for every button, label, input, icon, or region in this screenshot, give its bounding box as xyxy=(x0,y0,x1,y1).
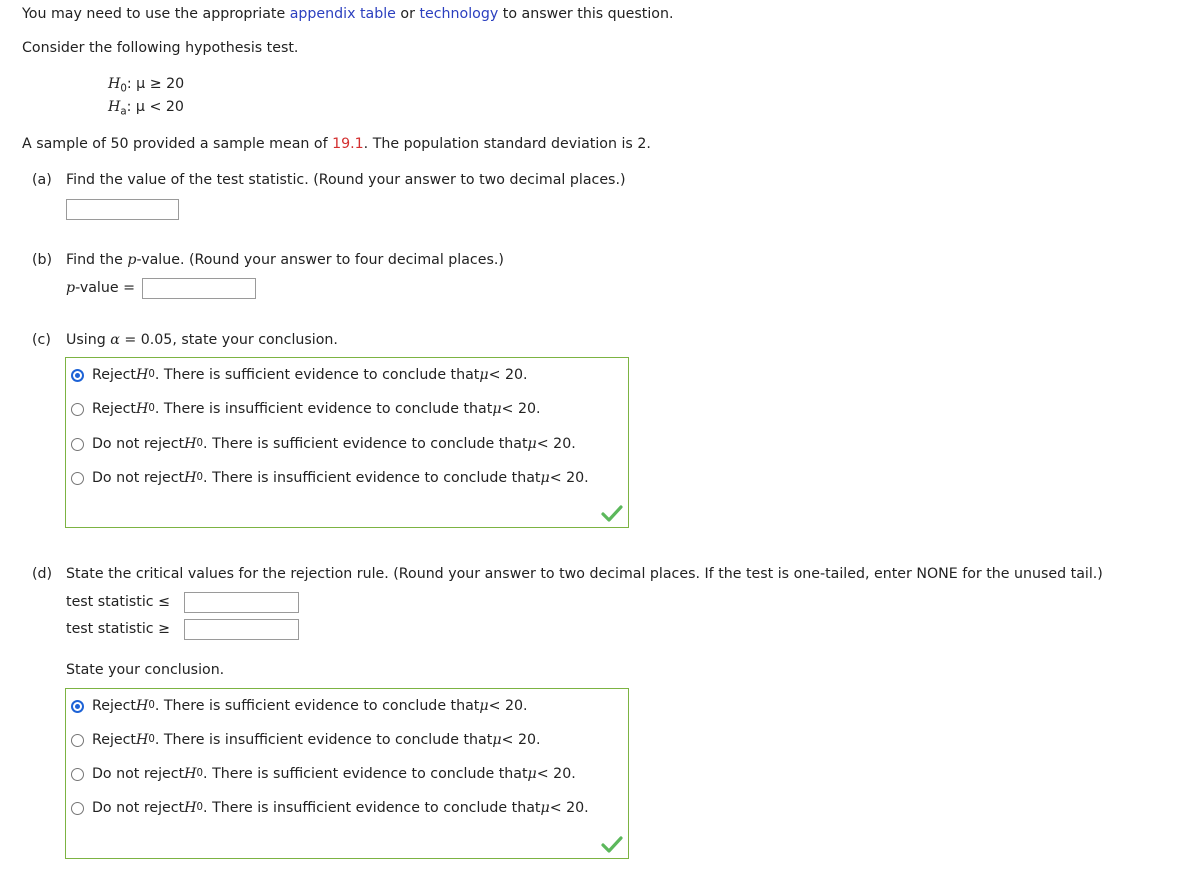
critical-value-lower-label: test statistic ≤ xyxy=(66,594,171,610)
radio-selected[interactable] xyxy=(71,369,84,382)
part-a-question: Find the value of the test statistic. (Round your answer to two decimal places.) xyxy=(66,172,626,188)
radio-unselected[interactable] xyxy=(71,768,84,781)
radio-unselected[interactable] xyxy=(71,403,84,416)
part-d-option-1[interactable]: Reject H 0 . There is sufficient evidence to conclude that μ < 20. xyxy=(71,698,528,714)
sample-mean-value: 19.1 xyxy=(332,136,364,152)
part-c-option-1[interactable]: Reject H 0 . There is sufficient evidence to conclude that μ < 20. xyxy=(71,367,528,383)
part-c-option-2[interactable]: Reject H 0 . There is insufficient evidence to conclude that μ < 20. xyxy=(71,401,541,417)
part-d-option-4[interactable]: Do not reject H 0 . There is insufficient evidence to conclude that μ < 20. xyxy=(71,800,589,816)
radio-unselected[interactable] xyxy=(71,438,84,451)
radio-unselected[interactable] xyxy=(71,734,84,747)
part-d-label: (d) xyxy=(32,566,53,582)
part-d-option-2[interactable]: Reject H 0 . There is insufficient evidence to conclude that μ < 20. xyxy=(71,732,541,748)
part-d-question: State the critical values for the rejection rule. (Round your answer to two decimal places. If the test is one-tailed, enter NONE for the unused tail.) xyxy=(66,566,1103,582)
part-b-question: Find the p-value. (Round your answer to four decimal places.) xyxy=(66,252,504,268)
p-value-label: p-value = xyxy=(66,280,135,296)
sample-statement: A sample of 50 provided a sample mean of 19.1. The population standard deviation is 2. xyxy=(22,136,651,152)
state-conclusion-text: State your conclusion. xyxy=(66,662,225,678)
p-value-input[interactable] xyxy=(142,278,256,299)
critical-value-upper-label: test statistic ≥ xyxy=(66,621,171,637)
alternative-hypothesis: $H_a$: μ < 20 xyxy=(108,99,184,118)
part-c-label: (c) xyxy=(32,332,51,348)
critical-value-lower-input[interactable] xyxy=(184,592,299,613)
part-c-answer-box xyxy=(65,357,629,528)
technology-link[interactable]: technology xyxy=(419,6,499,22)
part-c-option-4[interactable]: Do not reject H 0 . There is insufficient evidence to conclude that μ < 20. xyxy=(71,470,589,486)
appendix-table-link[interactable]: appendix table xyxy=(289,6,396,22)
part-c-question: Using α = 0.05, state your conclusion. xyxy=(66,332,338,348)
radio-unselected[interactable] xyxy=(71,802,84,815)
test-statistic-input[interactable] xyxy=(66,199,179,220)
check-icon xyxy=(601,504,623,522)
part-a-label: (a) xyxy=(32,172,52,188)
part-b-label: (b) xyxy=(32,252,53,268)
critical-value-upper-input[interactable] xyxy=(184,619,299,640)
consider-text: Consider the following hypothesis test. xyxy=(22,40,299,56)
radio-selected[interactable] xyxy=(71,700,84,713)
radio-unselected[interactable] xyxy=(71,472,84,485)
check-icon xyxy=(601,835,623,853)
instruction-line: You may need to use the appropriate appendix table or technology to answer this question. xyxy=(22,6,674,22)
null-hypothesis: $H_0$: μ ≥ 20 xyxy=(108,76,185,95)
part-d-answer-box xyxy=(65,688,629,859)
part-d-option-3[interactable]: Do not reject H 0 . There is sufficient evidence to conclude that μ < 20. xyxy=(71,766,576,782)
part-c-option-3[interactable]: Do not reject H 0 . There is sufficient evidence to conclude that μ < 20. xyxy=(71,436,576,452)
